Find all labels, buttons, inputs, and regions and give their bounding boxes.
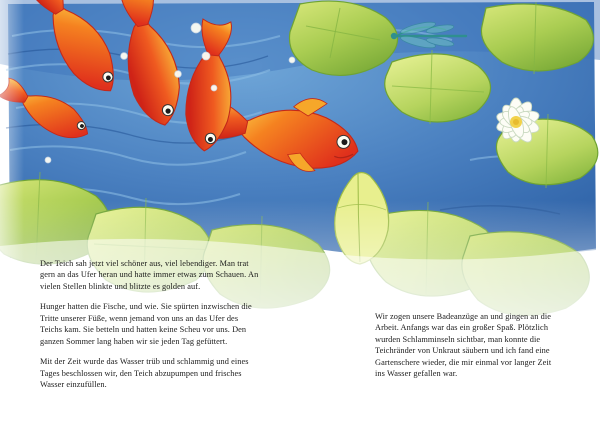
paragraph: Wir zogen unsere Badeanzüge an und gingen an die Arbeit. Anfangs war das ein großer Spaß. Plötzlich wurden Schlamminseln sichtbar, man konnte die Teichränder von Unkraut säubern und ich fand eine Gartenschere wieder, die mir einmal vor langer Zeit ins Wasser gefallen war. [375, 312, 552, 379]
paragraph: Der Teich sah jetzt viel schöner aus, viel lebendiger. Man trat gern an das Ufer heran und hatte immer etwas zum Schauen. An vielen Stellen blinkte und blitzte es golden auf. [40, 259, 259, 291]
paragraph: Mit der Zeit wurde das Wasser trüb und schlammig und eines Tages beschlossen wir, den Teich abzupumpen und frisches Wasser einzufüllen. [40, 357, 249, 389]
right-text-column [375, 311, 563, 380]
left-text-column [40, 258, 262, 390]
paragraph: Hunger hatten die Fische, und wie. Sie spürten inzwischen die Tritte unserer Füße, wenn jemand von uns an das Ufer des Teichs kam. Sie betteln und hatten keine Scheu vor uns. Den ganzen Sommer lang haben wir sie jeden Tag gefüttert. [40, 302, 252, 346]
